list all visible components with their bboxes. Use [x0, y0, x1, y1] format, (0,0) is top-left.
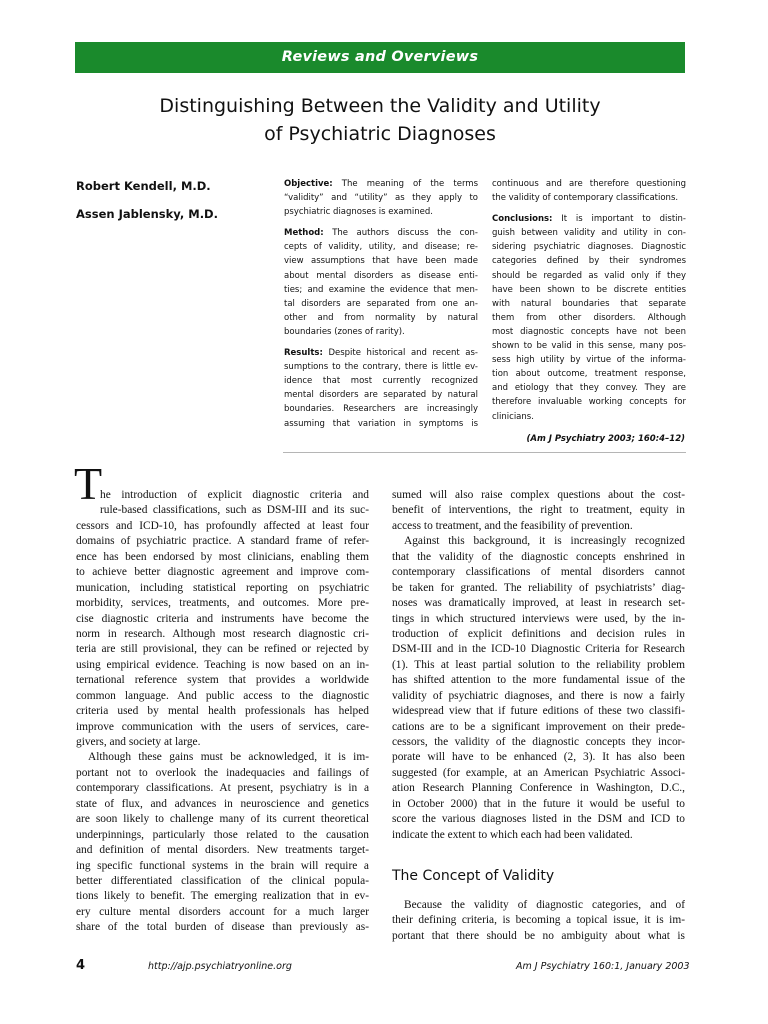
abstract-line: psychiatric diagnoses is examined. — [284, 207, 433, 218]
body-line: are soon likely to challenge many of its current theoretical — [76, 813, 369, 826]
body-line: benefit of interventions, the right to treatment, equity in — [392, 504, 685, 517]
abstract-divider — [283, 452, 686, 453]
abstract-line: have been shown to be discrete entities — [492, 284, 686, 295]
body-line: (1). This at least partial solution to the reliability problem — [392, 658, 685, 671]
abstract-column-2 — [492, 177, 686, 424]
body-column-2 — [392, 488, 685, 843]
abstract-heading: Conclusions: — [492, 214, 553, 225]
body-line: common language. And public access to the diagnostic — [76, 689, 369, 702]
abstract-line: about mental disorders as disease enti- — [284, 270, 478, 281]
drop-cap: T — [74, 458, 103, 509]
body-line: ation Research Planning Conference in Washington, D.C., — [392, 782, 685, 795]
abstract-line: “validity” and “utility” as they apply to — [284, 193, 478, 204]
body-line: their defining criteria, is becoming a topical issue, it is im- — [392, 914, 685, 927]
body-line: underpinnings, particularly those related to the causation — [76, 828, 369, 841]
abstract-line: tion about outcome, treatment response, — [492, 369, 686, 380]
body-line: contemporary classifications of mental disorders cannot — [392, 566, 685, 579]
body-line: ing specific functional systems in the brain will require a — [76, 859, 369, 872]
body-line: be taken for granted. The reliability of psychiatrists’ diag- — [392, 581, 685, 594]
body-line: to achieve better diagnostic agreement and improve com- — [76, 566, 369, 579]
abstract-line: boundaries. Researchers are increasingly — [284, 404, 478, 415]
abstract-line: tal disorders are separated from one an- — [284, 298, 478, 309]
body-line: state of flux, and advances in neuroscience and genetics — [76, 797, 369, 810]
abstract-line: assuming that variation in symptoms is — [284, 418, 478, 429]
body-line: ternational reference system that provides a worldwide — [76, 674, 369, 687]
body-line: rule-based classifications, such as DSM-III and its suc- — [100, 504, 369, 517]
body-column-1 — [76, 488, 369, 936]
body-line: improve communication with the users of services, care- — [76, 720, 369, 733]
body-line: noses was dramatically improved, at least in research set- — [392, 597, 685, 610]
body-line: Against this background, it is increasingly recognized — [404, 535, 685, 548]
citation: (Am J Psychiatry 2003; 160:4–12) — [526, 434, 685, 444]
footer-journal: Am J Psychiatry 160:1, January 2003 — [516, 961, 690, 972]
body-line: criteria used by mental health professionals has helped — [76, 705, 369, 718]
abstract-line: view assumptions that have been made — [284, 256, 478, 267]
body-line: has shifted attention to the more fundamental issue of the — [392, 674, 685, 687]
abstract-line: continuous and are therefore questioning — [492, 179, 686, 189]
abstract-heading: Results: — [284, 348, 323, 359]
abstract-line: clinicians. — [492, 411, 534, 422]
body-line: ence has been endorsed by most clinicians, enabling them — [76, 550, 369, 563]
body-line: in October 2000) that in the future it would be useful to — [392, 797, 685, 810]
body-column-2-continued — [392, 898, 685, 944]
article-title — [75, 92, 685, 148]
body-line: ery culture mental disorders account for a much larger — [76, 905, 369, 918]
body-line: access to treatment, and the feasibility of prevention. — [392, 519, 633, 532]
abstract-heading: Objective: — [284, 179, 333, 189]
body-line: better differentiated classification of the clinical popula- — [76, 874, 369, 887]
body-line: portant not to overlook the inadequacies and failings of — [76, 766, 369, 779]
abstract-column-1 — [284, 177, 478, 431]
body-line: validity of psychiatric diagnoses, and there is now a fairly — [392, 689, 685, 702]
body-line: domains of psychiatric practice. A standard frame of refer- — [76, 535, 369, 548]
abstract-line: sumptions to the contrary, there is little ev- — [284, 362, 478, 373]
abstract-line: Method: The authors discuss the con- — [284, 228, 478, 239]
abstract-line: idence that most currently recognized — [284, 376, 478, 387]
body-line: munication, including statistical reporting on psychiatric — [76, 581, 369, 594]
abstract-line: sidering psychiatric diagnoses. Diagnostic — [492, 242, 686, 253]
abstract-line: cepts of validity, utility, and disease; re- — [284, 242, 478, 253]
body-line: cessors and ICD-10, has profoundly affected at least four — [76, 519, 369, 532]
abstract-line: mental disorders are separated by natural — [284, 390, 478, 401]
body-line: morbidity, services, treatments, and outcomes. More pre- — [76, 597, 369, 610]
body-line: suggested (for example, at an American Psychiatric Associ- — [392, 766, 685, 779]
body-line: portant that there should be no ambiguity about what is — [392, 929, 685, 942]
page-number: 4 — [76, 958, 86, 973]
abstract-line: therefore invaluable working concepts for — [492, 397, 686, 408]
body-line: sumed will also raise complex questions about the cost- — [392, 489, 685, 501]
abstract-line: and etiology that they convey. They are — [492, 383, 686, 394]
abstract-line: Objective: The meaning of the terms — [284, 179, 478, 189]
body-line: that the validity of the diagnostic concepts enshrined in — [392, 550, 685, 563]
body-line: and definition of mental disorders. New treatments target- — [76, 844, 369, 857]
abstract-line: other and from normality by natural — [284, 312, 478, 323]
body-line: widespread view that if future editions of these two classifi- — [392, 705, 685, 718]
body-line: tings in which structured interviews were used, by the in- — [392, 612, 685, 625]
body-line: Although these gains must be acknowledged, it is im- — [88, 751, 369, 764]
section-banner: Reviews and Overviews — [75, 42, 685, 73]
body-line: DSM-III and in the ICD-10 Diagnostic Criteria for Research — [392, 643, 685, 656]
body-line: cessors, the validity of the diagnostic concepts they incor- — [392, 736, 685, 748]
body-line: norm in research. Although most research diagnostic cri- — [76, 627, 369, 640]
abstract-line: Results: Despite historical and recent as- — [284, 348, 478, 359]
body-line: Because the validity of diagnostic categories, and of — [404, 899, 685, 911]
abstract-line: ties; and examine the evidence that men- — [284, 284, 478, 295]
body-line: tions likely to benefit. The emerging realization that in ev- — [76, 890, 369, 903]
title-line-2: of Psychiatric Diagnoses — [264, 123, 496, 145]
abstract-line: categories defined by their syndromes — [492, 256, 686, 267]
body-line: he introduction of explicit diagnostic criteria and — [100, 489, 369, 501]
abstract-heading: Method: — [284, 228, 324, 239]
abstract-line: the validity of contemporary classifications. — [492, 193, 679, 204]
body-line: score the various diagnoses listed in the DSM and ICD to — [392, 813, 685, 826]
body-line: troduction of explicit definitions and decision rules in — [392, 627, 685, 640]
body-line: using empirical evidence. Teaching is now based on an in- — [76, 658, 369, 671]
body-line: indicate the extent to which each had been validated. — [392, 828, 633, 841]
abstract-line: with natural boundaries that separate — [492, 298, 686, 309]
abstract-line: Conclusions: It is important to distin- — [492, 214, 686, 225]
body-line: givers, and society at large. — [76, 736, 201, 748]
body-line: contemporary classifications. At present, psychiatry is in a — [76, 782, 369, 795]
abstract-line: guish between validity and utility in con- — [492, 228, 686, 239]
abstract-line: them from other disorders. Although — [492, 312, 686, 323]
body-line: cise diagnostic criteria and instruments have become the — [76, 612, 369, 625]
abstract-line: most diagnostic concepts have not been — [492, 326, 686, 337]
section-heading: The Concept of Validity — [392, 868, 555, 884]
body-line: porate will have to be enhanced (2, 3). It has also been — [392, 751, 685, 764]
author-1: Robert Kendell, M.D. — [76, 179, 211, 193]
author-2: Assen Jablensky, M.D. — [76, 207, 218, 221]
footer-url[interactable]: http://ajp.psychiatryonline.org — [148, 961, 292, 972]
body-line: teria are still provisional, they can be refined or rejected by — [76, 643, 369, 656]
abstract-line: boundaries (zones of rarity). — [284, 326, 405, 337]
title-line-1: Distinguishing Between the Validity and Utility — [159, 95, 601, 117]
body-line: cations are to be a significant improvement on their prede- — [392, 720, 685, 733]
abstract-line: shown to be valid in this sense, many pos- — [492, 341, 686, 352]
abstract-line: should be regarded as valid only if they — [492, 270, 686, 281]
body-line: share of the total burden of disease than previously as- — [76, 921, 369, 934]
abstract-line: sess high utility by virtue of the informa- — [492, 355, 686, 366]
